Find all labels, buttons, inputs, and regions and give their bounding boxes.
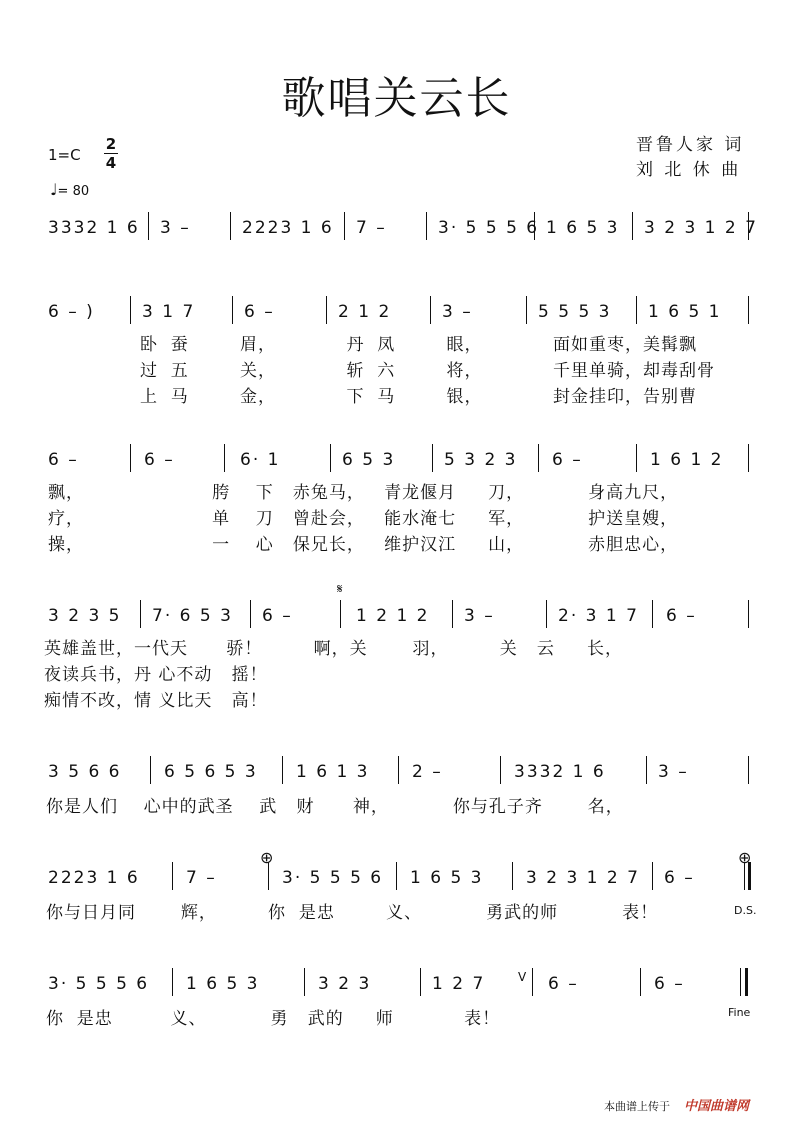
measure: 7 – <box>186 868 217 888</box>
measure: 3 2 3 <box>318 974 372 994</box>
measure: 3· 5 5 5 6 <box>282 868 384 888</box>
lyric-line: 你 是忠 义、 勇 武的 师 表！ <box>46 1009 501 1029</box>
lyric-line: 你是人们 心中的武圣 武 财 神， 你与孔子齐 名， <box>46 797 624 817</box>
measure: 7 – <box>356 218 387 238</box>
measure: 2 – <box>412 762 443 782</box>
measure: 3 5 6 6 <box>48 762 122 782</box>
measure: 3 2 3 1 2 7 <box>644 218 758 238</box>
coda-icon: ⊕ <box>738 848 752 867</box>
measure: 7· 6 5 3 <box>152 606 233 626</box>
measure: 1 6 5 3 <box>546 218 620 238</box>
lyric-line: 飘， 胯 下 赤兔马， 青龙偃月 刀， 身高九尺， <box>48 483 679 503</box>
lyric-line: 夜读兵书，丹 心不动 摇！ <box>44 665 268 685</box>
measure: 6 5 3 <box>342 450 396 470</box>
quarter-note-icon: ♩ <box>50 180 58 199</box>
composer-credit: 刘 北 休 曲 <box>636 160 742 180</box>
coda-icon: ⊕ <box>260 848 274 867</box>
time-signature-top: 2 <box>105 135 117 153</box>
measure: 3 – <box>160 218 191 238</box>
measure: 3332 1 6 <box>48 218 140 238</box>
lyric-line: 操， 一 心 保兄长， 维护汉江 山， 赤胆忠心， <box>48 535 679 555</box>
measure: 5 5 5 3 <box>538 302 612 322</box>
measure: 2223 1 6 <box>48 868 140 888</box>
breath-mark: V <box>518 970 527 984</box>
measure: 6 – ) <box>48 302 95 322</box>
segno-icon: 𝄋 <box>337 582 343 597</box>
time-signature <box>104 136 118 171</box>
page-title: 歌唱关云长 <box>281 73 512 124</box>
lyric-line: 你与日月同 辉， 你 是忠 义、 勇武的师 表！ <box>46 903 659 923</box>
measure: 3 – <box>464 606 495 626</box>
measure: 2 1 2 <box>338 302 392 322</box>
site-logo: 中国曲谱网 <box>684 1099 750 1114</box>
measure: 3· 5 5 5 6 <box>48 974 150 994</box>
measure: 2· 3 1 7 <box>558 606 639 626</box>
lyric-line: 疗， 单 刀 曾赴会， 能水淹七 军， 护送皇嫂， <box>48 509 679 529</box>
measure: 1 6 5 3 <box>186 974 260 994</box>
measure: 6 – <box>654 974 685 994</box>
measure: 3 2 3 5 <box>48 606 122 626</box>
tempo-value: = 80 <box>57 184 90 199</box>
measure: 3 – <box>442 302 473 322</box>
measure: 1 6 1 3 <box>296 762 370 782</box>
lyric-line: 痴情不改，情 义比天 高！ <box>44 691 268 711</box>
measure: 6 5 6 5 3 <box>164 762 258 782</box>
lyricist-credit: 晋鲁人家 词 <box>636 135 745 155</box>
dal-segno-marking: D.S. <box>734 904 757 917</box>
measure: 5 3 2 3 <box>444 450 518 470</box>
measure: 3 – <box>658 762 689 782</box>
measure: 3· 5 5 5 6 <box>438 218 540 238</box>
key-signature: 1=C <box>48 146 81 164</box>
measure: 3 1 7 <box>142 302 196 322</box>
lyric-line: 上 马 金， 下 马 银， 封金挂印，告别曹 <box>140 387 697 407</box>
lyric-line: 英雄盖世，一代天 骄！ 啊，关 羽， 关 云 长， <box>44 639 623 659</box>
measure: 1 6 5 1 <box>648 302 722 322</box>
measure: 6 – <box>144 450 175 470</box>
fine-marking: Fine <box>728 1006 751 1019</box>
measure: 2223 1 6 <box>242 218 334 238</box>
measure: 3 2 3 1 2 7 <box>526 868 640 888</box>
measure: 6 – <box>664 868 695 888</box>
tempo-marking <box>50 180 89 199</box>
measure: 1 2 7 <box>432 974 486 994</box>
lyric-line: 过 五 关， 斩 六 将， 千里单骑，却毒刮骨 <box>140 361 715 381</box>
measure: 6 – <box>262 606 293 626</box>
measure: 6 – <box>666 606 697 626</box>
measure: 3332 1 6 <box>514 762 606 782</box>
lyric-line: 卧 蚕 眉， 丹 凤 眼， 面如重枣，美髯飘 <box>140 335 697 355</box>
measure: 1 6 5 3 <box>410 868 484 888</box>
measure: 6 – <box>48 450 79 470</box>
measure: 6 – <box>244 302 275 322</box>
measure: 6 – <box>548 974 579 994</box>
time-signature-bottom: 4 <box>105 154 117 172</box>
measure: 6 – <box>552 450 583 470</box>
measure: 6· 1 <box>240 450 281 470</box>
measure: 1 2 1 2 <box>356 606 430 626</box>
measure: 1 6 1 2 <box>650 450 724 470</box>
footer-upload-note: 本曲谱上传于 <box>604 1100 670 1113</box>
